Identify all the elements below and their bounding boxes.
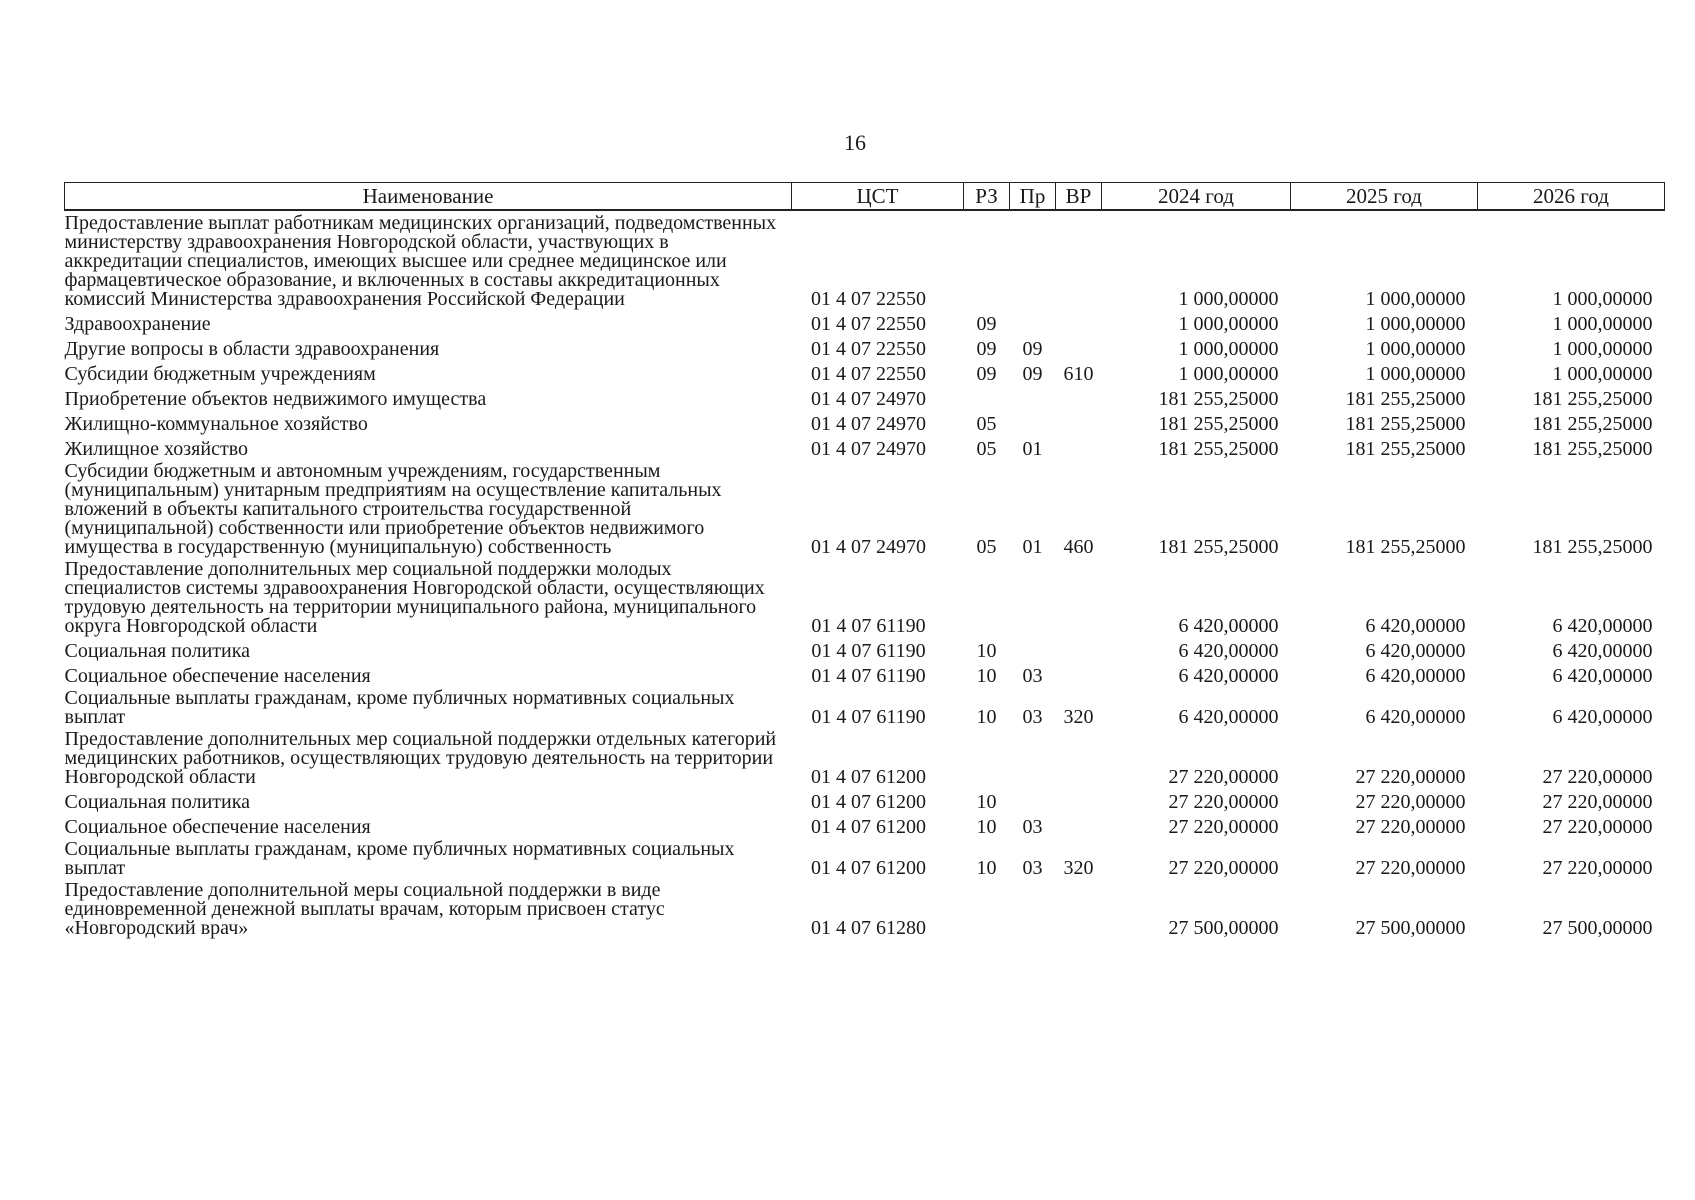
row-2024-cell: 181 255,25000 [1158, 536, 1279, 558]
row-name-cell: Жилищно-коммунальное хозяйство [64, 413, 368, 435]
row-rz-cell: 10 [976, 791, 997, 813]
row-2025-cell: 27 220,00000 [1355, 791, 1466, 813]
table-row [65, 359, 1665, 384]
row-rz-cell [964, 210, 1010, 309]
row-2025-cell: 1 000,00000 [1365, 338, 1466, 360]
row-2025-cell: 181 255,25000 [1345, 536, 1466, 558]
table-row [65, 686, 1665, 727]
row-cst-cell: 01 4 07 61190 [811, 640, 926, 662]
row-rz-cell: 09 [976, 313, 997, 335]
row-2025-cell: 27 500,00000 [1355, 917, 1466, 939]
row-vr-cell [1056, 727, 1102, 787]
row-pr-cell: 01 [1022, 536, 1043, 558]
row-2026-cell: 181 255,25000 [1532, 388, 1653, 410]
row-pr-cell [1010, 309, 1056, 334]
row-rz-cell: 05 [976, 438, 997, 460]
table-header [65, 183, 1665, 211]
row-name-cell: Предоставление дополнительной меры социальной поддержки в виде единовременной денежной выплаты врачам, которым присвоен статус «Новгородский врач» [64, 879, 665, 939]
row-pr-cell [1010, 727, 1056, 787]
row-vr-cell [1056, 636, 1102, 661]
row-pr-cell [1010, 384, 1056, 409]
row-rz-cell: 05 [976, 536, 997, 558]
header-pr: Пр [1010, 183, 1056, 211]
row-vr-cell: 610 [1063, 363, 1094, 385]
row-2026-cell: 27 220,00000 [1542, 766, 1653, 788]
row-cst-cell: 01 4 07 22550 [811, 338, 926, 360]
header-2025: 2025 год [1291, 183, 1478, 211]
row-2024-cell: 1 000,00000 [1178, 313, 1279, 335]
header-vr: ВР [1056, 183, 1102, 211]
row-rz-cell: 05 [976, 413, 997, 435]
row-2025-cell: 6 420,00000 [1365, 615, 1466, 637]
row-pr-cell: 03 [1022, 816, 1043, 838]
row-2026-cell: 181 255,25000 [1532, 438, 1653, 460]
row-cst-cell: 01 4 07 22550 [811, 313, 926, 335]
row-2026-cell: 27 220,00000 [1542, 816, 1653, 838]
row-2025-cell: 6 420,00000 [1365, 640, 1466, 662]
row-name-cell: Здравоохранение [64, 313, 211, 335]
row-name-cell: Социальное обеспечение населения [64, 665, 371, 687]
row-2026-cell: 6 420,00000 [1552, 615, 1653, 637]
row-rz-cell: 09 [976, 338, 997, 360]
row-2024-cell: 27 220,00000 [1168, 857, 1279, 879]
row-2025-cell: 181 255,25000 [1345, 438, 1466, 460]
table-row [65, 812, 1665, 837]
row-2026-cell: 181 255,25000 [1532, 536, 1653, 558]
row-pr-cell: 03 [1022, 857, 1043, 879]
table-row [65, 309, 1665, 334]
row-vr-cell [1056, 812, 1102, 837]
row-cst-cell: 01 4 07 61280 [811, 917, 926, 939]
row-pr-cell [1010, 636, 1056, 661]
row-2025-cell: 1 000,00000 [1365, 288, 1466, 310]
row-2024-cell: 6 420,00000 [1178, 665, 1279, 687]
row-cst-cell: 01 4 07 24970 [811, 536, 926, 558]
row-2024-cell: 27 500,00000 [1168, 917, 1279, 939]
row-vr-cell [1056, 384, 1102, 409]
table-row [65, 727, 1665, 787]
row-vr-cell [1056, 434, 1102, 459]
row-pr-cell [1010, 557, 1056, 636]
row-2024-cell: 27 220,00000 [1168, 791, 1279, 813]
row-2024-cell: 27 220,00000 [1168, 816, 1279, 838]
row-2026-cell: 1 000,00000 [1552, 338, 1653, 360]
row-2024-cell: 181 255,25000 [1158, 438, 1279, 460]
header-name: Наименование [65, 183, 792, 211]
row-2026-cell: 27 500,00000 [1542, 917, 1653, 939]
row-name-cell: Социальные выплаты гражданам, кроме публичных нормативных социальных выплат [64, 838, 735, 879]
table-row [65, 409, 1665, 434]
row-2026-cell: 6 420,00000 [1552, 706, 1653, 728]
row-name-cell: Другие вопросы в области здравоохранения [64, 338, 440, 360]
row-rz-cell: 10 [976, 857, 997, 879]
row-pr-cell: 01 [1022, 438, 1043, 460]
row-cst-cell: 01 4 07 61200 [811, 791, 926, 813]
row-cst-cell: 01 4 07 61190 [811, 706, 926, 728]
row-vr-cell [1056, 787, 1102, 812]
row-rz-cell: 10 [976, 640, 997, 662]
row-2026-cell: 1 000,00000 [1552, 363, 1653, 385]
header-cst: ЦСТ [792, 183, 964, 211]
table-row [65, 210, 1665, 309]
row-2026-cell: 6 420,00000 [1552, 640, 1653, 662]
row-2024-cell: 181 255,25000 [1158, 413, 1279, 435]
row-cst-cell: 01 4 07 24970 [811, 413, 926, 435]
row-vr-cell [1056, 334, 1102, 359]
row-2024-cell: 1 000,00000 [1178, 338, 1279, 360]
row-cst-cell: 01 4 07 61200 [811, 766, 926, 788]
row-2024-cell: 6 420,00000 [1178, 706, 1279, 728]
row-2025-cell: 1 000,00000 [1365, 313, 1466, 335]
table-row [65, 557, 1665, 636]
row-pr-cell: 03 [1022, 665, 1043, 687]
row-vr-cell: 320 [1063, 706, 1094, 728]
row-vr-cell [1056, 210, 1102, 309]
row-2025-cell: 181 255,25000 [1345, 388, 1466, 410]
table-row [65, 434, 1665, 459]
row-name-cell: Социальная политика [64, 640, 251, 662]
row-2024-cell: 1 000,00000 [1178, 288, 1279, 310]
row-rz-cell [964, 727, 1010, 787]
row-vr-cell [1056, 878, 1102, 938]
row-name-cell: Предоставление выплат работникам медицинских организаций, подведомственных министерству здравоохранения Новгородской области, участвующих в аккредитации специалистов, имеющих высшее или среднее медицинское или фармацевтическое образование, и включенных в составы аккредитационных комиссий Министерства здравоохранения Российской Федерации [64, 212, 777, 310]
row-2025-cell: 6 420,00000 [1365, 665, 1466, 687]
table-row [65, 878, 1665, 938]
budget-table [64, 182, 1665, 938]
row-rz-cell: 09 [976, 363, 997, 385]
row-2026-cell: 27 220,00000 [1542, 791, 1653, 813]
row-name-cell: Жилищное хозяйство [64, 438, 248, 460]
header-rz: РЗ [964, 183, 1010, 211]
row-name-cell: Приобретение объектов недвижимого имущества [64, 388, 487, 410]
row-pr-cell [1010, 878, 1056, 938]
row-rz-cell: 10 [976, 816, 997, 838]
row-2024-cell: 6 420,00000 [1178, 615, 1279, 637]
page-number: 16 [844, 130, 866, 155]
row-2026-cell: 1 000,00000 [1552, 288, 1653, 310]
row-vr-cell [1056, 661, 1102, 686]
row-name-cell: Субсидии бюджетным учреждениям [64, 363, 376, 385]
row-2024-cell: 181 255,25000 [1158, 388, 1279, 410]
row-2025-cell: 27 220,00000 [1355, 857, 1466, 879]
row-2025-cell: 1 000,00000 [1365, 363, 1466, 385]
row-rz-cell [964, 384, 1010, 409]
row-rz-cell: 10 [976, 665, 997, 687]
table-row [65, 636, 1665, 661]
row-name-cell: Социальная политика [64, 791, 251, 813]
row-2025-cell: 181 255,25000 [1345, 413, 1466, 435]
row-2026-cell: 181 255,25000 [1532, 413, 1653, 435]
row-pr-cell [1010, 787, 1056, 812]
header-2026: 2026 год [1478, 183, 1665, 211]
row-2025-cell: 6 420,00000 [1365, 706, 1466, 728]
row-2026-cell: 1 000,00000 [1552, 313, 1653, 335]
header-2024: 2024 год [1102, 183, 1291, 211]
row-cst-cell: 01 4 07 24970 [811, 388, 926, 410]
row-vr-cell: 320 [1063, 857, 1094, 879]
row-2024-cell: 27 220,00000 [1168, 766, 1279, 788]
table-body [65, 210, 1665, 938]
row-cst-cell: 01 4 07 61200 [811, 857, 926, 879]
row-pr-cell: 09 [1022, 363, 1043, 385]
row-rz-cell [964, 878, 1010, 938]
row-pr-cell: 03 [1022, 706, 1043, 728]
row-vr-cell [1056, 409, 1102, 434]
row-cst-cell: 01 4 07 61200 [811, 816, 926, 838]
table-row [65, 459, 1665, 557]
row-pr-cell: 09 [1022, 338, 1043, 360]
row-pr-cell [1010, 409, 1056, 434]
row-name-cell: Субсидии бюджетным и автономным учреждениям, государственным (муниципальным) унитарным предприятиям на осуществление капитальных вложений в объекты капитального строительства государственной (муниципальной) собственности или приобретение объектов недвижимого имущества в государственную (муниципальную) собственность [64, 460, 722, 558]
row-name-cell: Предоставление дополнительных мер социальной поддержки молодых специалистов системы здравоохранения Новгородской области, осуществляющих трудовую деятельность на территории муниципального района, муниципального округа Новгородской области [64, 558, 765, 637]
row-name-cell: Социальные выплаты гражданам, кроме публичных нормативных социальных выплат [64, 687, 735, 728]
row-cst-cell: 01 4 07 61190 [811, 615, 926, 637]
row-2025-cell: 27 220,00000 [1355, 816, 1466, 838]
row-cst-cell: 01 4 07 24970 [811, 438, 926, 460]
row-vr-cell [1056, 557, 1102, 636]
row-cst-cell: 01 4 07 61190 [811, 665, 926, 687]
table-row [65, 384, 1665, 409]
table-row [65, 661, 1665, 686]
row-name-cell: Социальное обеспечение населения [64, 816, 371, 838]
table-row [65, 787, 1665, 812]
row-2026-cell: 6 420,00000 [1552, 665, 1653, 687]
row-rz-cell: 10 [976, 706, 997, 728]
row-vr-cell [1056, 309, 1102, 334]
row-pr-cell [1010, 210, 1056, 309]
row-vr-cell: 460 [1063, 536, 1094, 558]
row-2026-cell: 27 220,00000 [1542, 857, 1653, 879]
row-name-cell: Предоставление дополнительных мер социальной поддержки отдельных категорий медицинских работников, осуществляющих трудовую деятельность на территории Новгородской области [64, 728, 777, 788]
row-cst-cell: 01 4 07 22550 [811, 363, 926, 385]
row-cst-cell: 01 4 07 22550 [811, 288, 926, 310]
row-2025-cell: 27 220,00000 [1355, 766, 1466, 788]
row-rz-cell [964, 557, 1010, 636]
row-2024-cell: 6 420,00000 [1178, 640, 1279, 662]
table-row [65, 837, 1665, 878]
table-row [65, 334, 1665, 359]
row-2024-cell: 1 000,00000 [1178, 363, 1279, 385]
